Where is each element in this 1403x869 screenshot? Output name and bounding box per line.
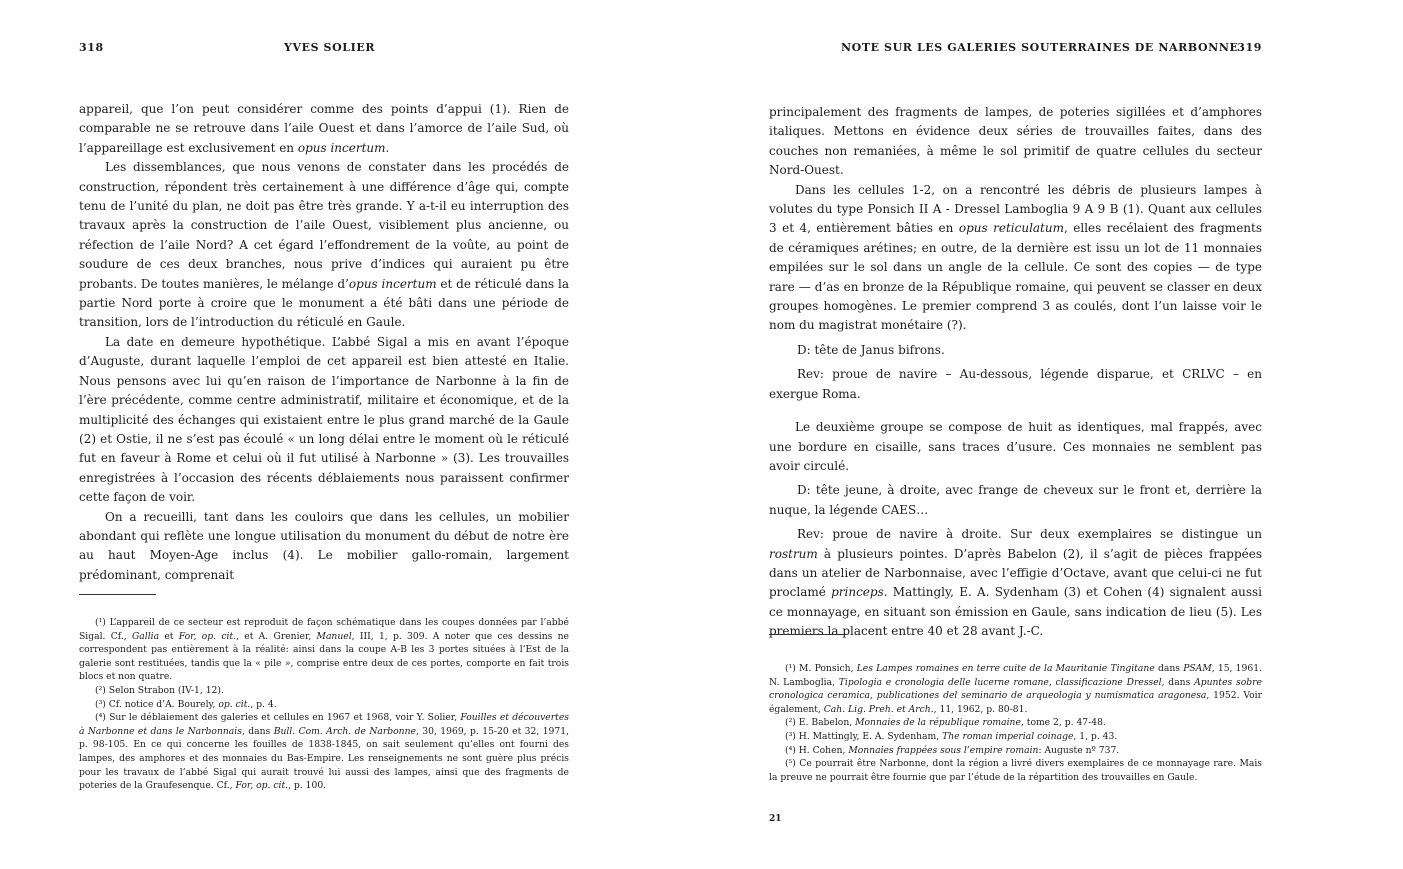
footnote-divider: [79, 594, 156, 595]
note-ref: 4: [1152, 585, 1160, 600]
paragraph: Les dissemblances, que nous venons de constater dans les procédés de construction, répondent très certainement à une différence d’âge qui, compte tenu de l’unité du plan, ne doit pas être très grande. Y a-t-il eu interruption des travaux après la construction de l’aile Ouest, visiblement plus ancienne, ou réfection de l’aile Nord? A cet égard l’effondrement de la voûte, au point de soudure de ces deux branches, nous prive d’indices qui auraient pu être probants. De toutes manières, le mélange d’opus incertum et de réticulé dans la partie Nord porte à croire que le monument a été bâti dans une période de transition, lors de l’introduction du réticulé en Gaule.: [79, 160, 569, 330]
footnote: (¹) M. Ponsich, Les Lampes romaines en terre cuite de la Mauritanie Tingitane dans PSAM, 15, 1961. N. Lamboglia, Tipologia e cronologia delle lucerne romane, classificazione Dressel, dans Apuntes sobre cronologica ceramica, publicationes del seminario de arqueologia y numismatica aragonesa, 1952. Voir également, Cah. Lig. Preh. et Arch., 11, 1962, p. 80-81.: [769, 663, 1262, 715]
footnote: (²) Selon Strabon (IV-1, 12).: [95, 684, 224, 696]
note-ref: 3: [1068, 585, 1077, 600]
right-page: [769, 0, 1262, 869]
note-ref: 4: [287, 548, 295, 563]
note-ref: 2: [83, 431, 92, 446]
left-page: [79, 0, 569, 869]
paragraph: On a recueilli, tant dans les couloirs que dans les cellules, un mobilier abondant qui reflète une longue utilisation du monument du début de notre ère au haut Moyen-Age inclus (4). Le mobilier gallo-romain, largement prédominant, comprenait: [79, 509, 569, 582]
paragraph: La date en demeure hypothétique. L’abbé Sigal a mis en avant l’époque d’Auguste, durant laquelle l’emploi de cet appareil est bien attesté en Italie. Nous pensons avec lui qu’en raison de l’importance de Narbonne à la fin de l’ère précédente, comme centre administratif, militaire et économique, et de la multiplicité des échanges qui existaient entre le plus grand marché de la Gaule (2) et Ostie, il ne s’est pas écoulé « un long délai entre le moment où le réticulé fut en faveur à Rome et celui où il fut utilisé à Narbonne » (3). Les trouvailles enregistrées à l’occasion des récents déblaiements nous paraissent confirmer cette façon de voir.: [79, 334, 569, 505]
note-ref: 3: [457, 451, 466, 466]
running-head: [769, 41, 1262, 59]
footnote-divider: [769, 634, 846, 635]
note-ref: 1: [1127, 202, 1136, 217]
coin-description: Rev: proue de navire – Au-dessous, légende disparue, et CRLVC – en exergue Roma.: [769, 367, 1262, 401]
note-ref: 1: [494, 102, 503, 116]
running-title: NOTE SUR LES GALERIES SOUTERRAINES DE NARBONNE: [841, 41, 1239, 54]
coin-description: D: tête jeune, à droite, avec frange de cheveux sur le front et, derrière la nuque, la légende CAES…: [769, 483, 1262, 517]
note-ref: 2: [1067, 546, 1076, 561]
note-ref: 5: [1220, 604, 1229, 619]
footnote: (⁴) H. Cohen, Monnaies frappées sous l’empire romain: Auguste nº 737.: [785, 744, 1120, 756]
paragraph: Dans les cellules 1-2, on a rencontré les débris de plusieurs lampes à volutes du type Ponsich II A - Dressel Lamboglia 9 A 9 B (1). Quant aux cellules 3 et 4, entièrement bâties en opus reticulatum, elles recélaient des fragments de céramiques arétines; en outre, de la dernière est issu un lot de 11 monnaies empilées sur le sol dans un angle de la cellule. Ce sont des copies — de type rare — d’as en bronze de la République romaine, qui peuvent se classer en deux groupes homogènes. Le premier comprend 3 as coulés, dont l’un laisse voir le nom du magistrat monétaire (?).: [769, 182, 1263, 333]
footnote: (³) H. Mattingly, E. A. Sydenham, The roman imperial coinage, 1, p. 43.: [785, 730, 1118, 742]
coin-description: D: tête de Janus bifrons.: [797, 342, 945, 357]
body-text: [769, 103, 1262, 642]
signature-mark: 21: [769, 814, 782, 824]
paragraph: appareil, que l’on peut considérer comme des points d’appui (1). Rien de comparable ne se retrouve dans l’aile Ouest et dans l’amorce de l’aile Sud, où l’appareillage est exclusivement en opus incertum.: [79, 102, 569, 155]
coin-description: Rev: proue de navire à droite. Sur deux exemplaires se distingue un rostrum à plusieurs pointes. D’après Babelon (2), il s’agit de pièces frappées dans un atelier de Narbonnaise, avec l’effigie d’Octave, avant que celui-ci ne fut proclamé princeps. Mattingly, E. A. Sydenham (3) et Cohen (4) signalent aussi ce monnayage, en situant son émission en Gaule, sans indication de lieu (5). Les premiers la placent entre 40 et 28 avant J.-C.: [769, 527, 1263, 639]
footnote: (⁴) Sur le déblaiement des galeries et cellules en 1967 et 1968, voir Y. Solier, Fouilles et découvertes à Narbonne et dans le Narbonnais, dans Bull. Com. Arch. de Narbonne, 30, 1969, p. 15-20 et 32, 1971, p. 98-105. En ce qui concerne les fouilles de 1838-1845, on sait seulement qu’elles ont fourni des lampes, des amphores et des monnaies du Bas-Empire. Les renseignements ne sont guère plus précis pour les travaux de l’abbé Sigal qui aurait trouvé lui aussi des lampes, ainsi que des fragments de poteries de la Graufesenque. Cf., For, op. cit., p. 100.: [79, 712, 570, 792]
running-title: YVES SOLIER: [284, 41, 376, 54]
footnote: (¹) L’appareil de ce secteur est reproduit de façon schématique dans les coupes données par l’abbé Sigal. Cf., Gallia et For, op. cit., et A. Grenier, Manuel, III, 1, p. 309. A noter que ces dessins ne correspondent pas entièrement à la réalité: ainsi dans la coupe A-B les 3 portes situées à l’Est de la galerie sont restituées, tandis que la « pile », comprise entre deux de ces portes, comporte en fait trois blocs et non quatre.: [79, 617, 569, 683]
page-number: 318: [79, 41, 104, 54]
footnotes: [769, 662, 1262, 784]
footnotes: [79, 616, 569, 793]
footnote: (³) Cf. notice d’A. Bourely, op. cit., p. 4.: [95, 698, 277, 710]
footnote: (²) E. Babelon, Monnaies de la république romaine, tome 2, p. 47-48.: [785, 717, 1106, 729]
body-text: [79, 100, 569, 585]
footnote: (⁵) Ce pourrait être Narbonne, dont la région a livré divers exemplaires de ce monnayage rare. Mais la preuve ne pourrait être fournie que par l’étude de la répartition des trouvailles en Gaule.: [769, 758, 1262, 783]
paragraph: principalement des fragments de lampes, de poteries sigillées et d’amphores italiques. Mettons en évidence deux séries de trouvailles faites, dans des couches non remaniées, à même le sol primitif de quatre cellules du secteur Nord-Ouest.: [769, 105, 1262, 178]
paragraph: Le deuxième groupe se compose de huit as identiques, mal frappés, avec une bordure en cisaille, sans traces d’usure. Ces monnaies ne semblent pas avoir circulé.: [769, 420, 1262, 473]
page-number: 319: [1237, 41, 1262, 54]
running-head: [79, 41, 569, 59]
